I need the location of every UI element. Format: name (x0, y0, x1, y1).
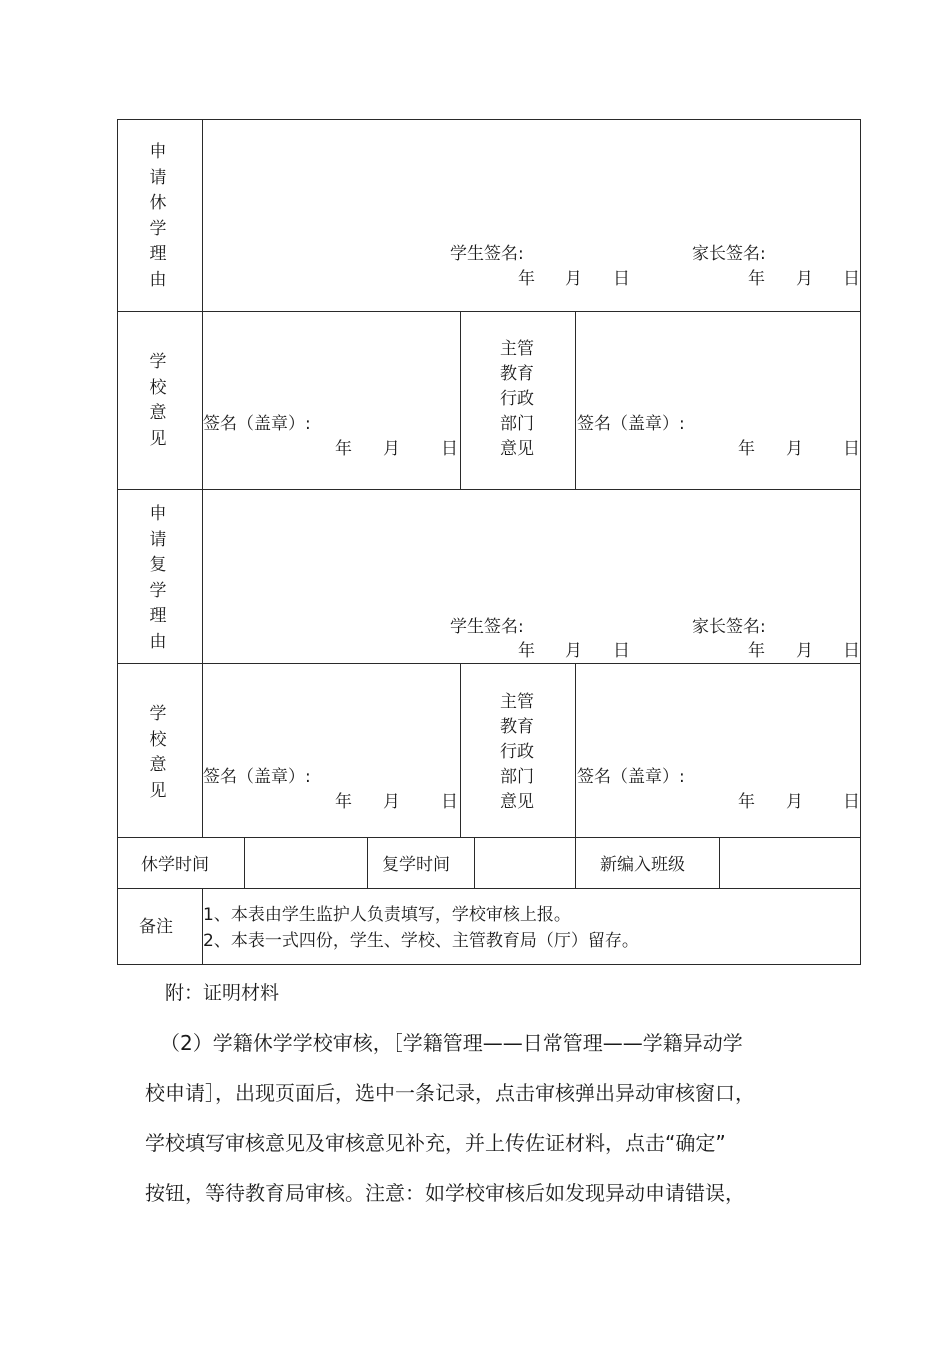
student-signature-label: 学生签名: (450, 244, 524, 264)
remarks-line-1: 1、本表由学生监护人负责填写，学校审核上报。 (203, 905, 571, 925)
date-day-label: 日 (613, 641, 630, 661)
parent-signature-label: 家长签名: (692, 617, 766, 637)
parent-signature-label: 家长签名: (692, 244, 766, 264)
row-divider (117, 837, 861, 838)
col-divider (575, 663, 576, 837)
date-day-label: 日 (843, 641, 860, 661)
resume-reason-label: 申 请 复 学 理 由 (149, 504, 167, 652)
date-year-label: 年 (748, 641, 765, 661)
date-year-label: 年 (335, 792, 352, 812)
paragraph-line-3: 学校填写审核意见及审核意见补充，并上传佐证材料，点击“确定” (145, 1131, 726, 1155)
date-month-label: 月 (383, 439, 400, 459)
date-year-label: 年 (518, 269, 535, 289)
edu-dept-signature-label: 签名（盖章）: (577, 414, 685, 434)
date-month-label: 月 (565, 641, 582, 661)
col-divider (244, 837, 245, 888)
row-divider (117, 489, 861, 490)
date-day-label: 日 (441, 792, 458, 812)
date-year-label: 年 (738, 792, 755, 812)
col-divider (474, 837, 475, 888)
paragraph-line-2: 校申请］，出现页面后，选中一条记录，点击审核弹出异动审核窗口， (145, 1081, 755, 1105)
col-divider (460, 663, 461, 837)
date-month-label: 月 (796, 641, 813, 661)
new-class-label: 新编入班级 (600, 855, 685, 875)
date-day-label: 日 (613, 269, 630, 289)
remarks-label: 备注 (139, 917, 173, 937)
date-month-label: 月 (786, 792, 803, 812)
col-divider (202, 119, 203, 838)
remarks-line-2: 2、本表一式四份，学生、学校、主管教育局（厅）留存。 (203, 931, 639, 951)
edu-dept-opinion-label: 主管 教育 行政 部门 意见 (500, 339, 534, 459)
paragraph-line-4: 按钮，等待教育局审核。注意：如学校审核后如发现异动申请错误， (145, 1181, 745, 1205)
date-year-label: 年 (738, 439, 755, 459)
paragraph-line-1: （2）学籍休学学校审核，［学籍管理——日常管理——学籍异动学 (160, 1031, 743, 1055)
attachment-note: 附：证明材料 (165, 982, 280, 1004)
date-day-label: 日 (843, 269, 860, 289)
col-divider (202, 888, 203, 965)
date-month-label: 月 (796, 269, 813, 289)
school-signature-label: 签名（盖章）: (203, 414, 311, 434)
col-divider (460, 311, 461, 489)
date-year-label: 年 (335, 439, 352, 459)
date-day-label: 日 (843, 439, 860, 459)
school-opinion-label: 学 校 意 见 (149, 352, 167, 449)
school-signature-label: 签名（盖章）: (203, 767, 311, 787)
leave-reason-label: 申 请 休 学 理 由 (149, 142, 167, 290)
date-year-label: 年 (518, 641, 535, 661)
row-divider (117, 888, 861, 889)
school-opinion-label: 学 校 意 见 (149, 704, 167, 801)
date-day-label: 日 (441, 439, 458, 459)
date-month-label: 月 (565, 269, 582, 289)
student-signature-label: 学生签名: (450, 617, 524, 637)
date-year-label: 年 (748, 269, 765, 289)
leave-time-label: 休学时间 (141, 855, 209, 875)
col-divider (719, 837, 720, 888)
row-divider (117, 311, 861, 312)
date-day-label: 日 (843, 792, 860, 812)
col-divider (575, 837, 576, 888)
edu-dept-opinion-label: 主管 教育 行政 部门 意见 (500, 692, 534, 812)
date-month-label: 月 (786, 439, 803, 459)
resume-time-label: 复学时间 (382, 855, 450, 875)
col-divider (575, 311, 576, 489)
col-divider (367, 837, 368, 888)
date-month-label: 月 (383, 792, 400, 812)
row-divider (117, 663, 861, 664)
edu-dept-signature-label: 签名（盖章）: (577, 767, 685, 787)
